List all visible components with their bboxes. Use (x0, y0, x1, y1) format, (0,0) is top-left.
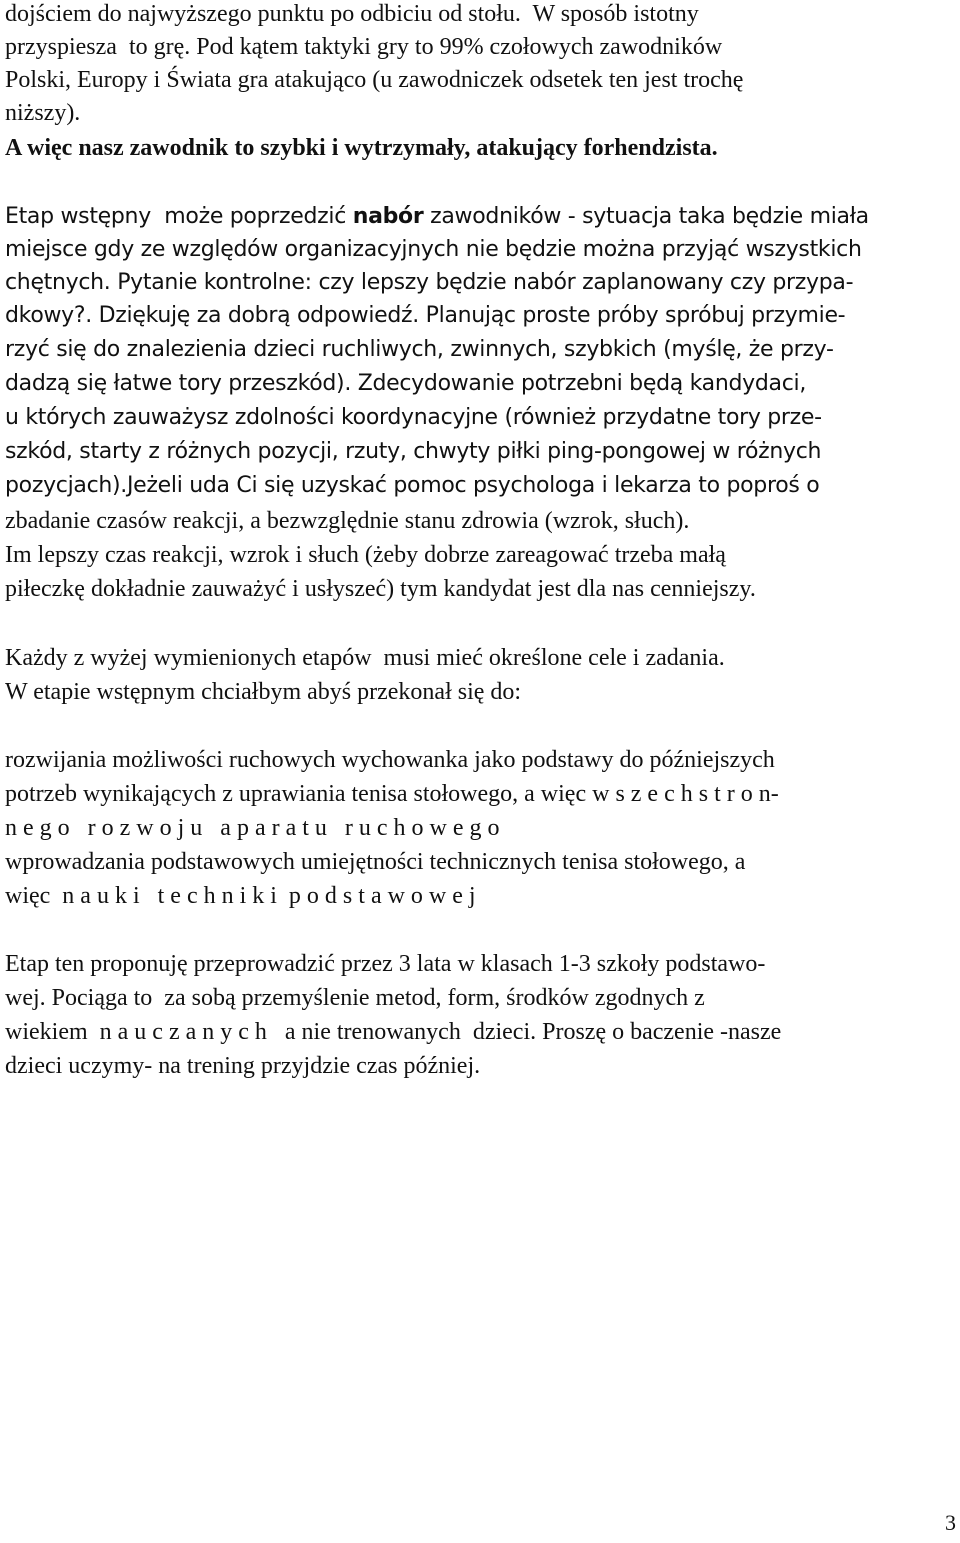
bold-text: A więc nasz zawodnik to szybki i wytrzymały, atakujący forhendzista. (5, 135, 718, 161)
text-line: dojściem do najwyższego punktu po odbiciu od stołu. W sposób istotny (5, 1, 699, 27)
text-line: zbadanie czasów reakcji, a bezwzględnie stanu zdrowia (wzrok, słuch). (5, 508, 690, 534)
text-line: więc n a u k i t e c h n i k i p o d s t a w o w e j (5, 883, 476, 909)
text-line: dkowy?. Dziękuję za dobrą odpowiedź. Planując proste próby spróbuj przymie- (5, 303, 846, 328)
text-line: wiekiem n a u c z a n y c h a nie trenowanych dzieci. Proszę o baczenie -nasze (5, 1019, 782, 1045)
text-line: pozycjach).Jeżeli uda Ci się uzyskać pomoc psychologa i lekarza to poproś o (5, 473, 820, 498)
text-line: wej. Pociąga to za sobą przemyślenie metod, form, środków zgodnych z (5, 985, 705, 1011)
text-line: rzyć się do znalezienia dzieci ruchliwych, zwinnych, szybkich (myślę, że przy- (5, 337, 834, 362)
text-line: Etap ten proponuję przeprowadzić przez 3 lata w klasach 1-3 szkoły podstawo- (5, 951, 766, 977)
text-line: przyspiesza to grę. Pod kątem taktyki gry to 99% czołowych zawodników (5, 34, 723, 60)
text-line: szkód, starty z różnych pozycji, rzuty, chwyty piłki ping-pongowej w różnych (5, 439, 822, 464)
text-line: Polski, Europy i Świata gra atakująco (u zawodniczek odsetek ten jest trochę (5, 67, 744, 93)
text-line: piłeczkę dokładnie zauważyć i usłyszeć) tym kandydat jest dla nas cenniejszy. (5, 576, 756, 602)
text-line: rozwijania możliwości ruchowych wychowanka jako podstawy do późniejszych (5, 747, 775, 773)
text-line: chętnych. Pytanie kontrolne: czy lepszy będzie nabór zaplanowany czy przypa- (5, 270, 854, 295)
text-line: wprowadzania podstawowych umiejętności technicznych tenisa stołowego, a (5, 849, 746, 875)
text-line: u których zauważysz zdolności koordynacyjne (również przydatne tory prze- (5, 405, 822, 430)
text-line: niższy). (5, 100, 81, 126)
text-line: Etap wstępny może poprzedzić nabór zawodników - sytuacja taka będzie miała (5, 204, 869, 229)
text-line: W etapie wstępnym chciałbym abyś przekonał się do: (5, 679, 522, 705)
text-line: dzieci uczymy- na trening przyjdzie czas później. (5, 1053, 481, 1079)
bold-conclusion (5, 132, 718, 164)
text-line: n e g o r o z w o j u a p a r a t u r u c h o w e g o (5, 815, 500, 841)
text-line: Im lepszy czas reakcji, wzrok i słuch (żeby dobrze zareagować trzeba małą (5, 542, 726, 568)
text-line: dadzą się łatwe tory przeszkód). Zdecydowanie potrzebni będą kandydaci, (5, 371, 807, 396)
page-number: 3 (945, 1510, 956, 1535)
text-line: Każdy z wyżej wymienionych etapów musi mieć określone cele i zadania. (5, 645, 725, 671)
bold-keyword: nabór (352, 204, 424, 229)
text-line: miejsce gdy ze względów organizacyjnych nie będzie można przyjąć wszystkich (5, 237, 862, 262)
text-line: potrzeb wynikających z uprawiania tenisa stołowego, a więc w s z e c h s t r o n- (5, 781, 779, 807)
